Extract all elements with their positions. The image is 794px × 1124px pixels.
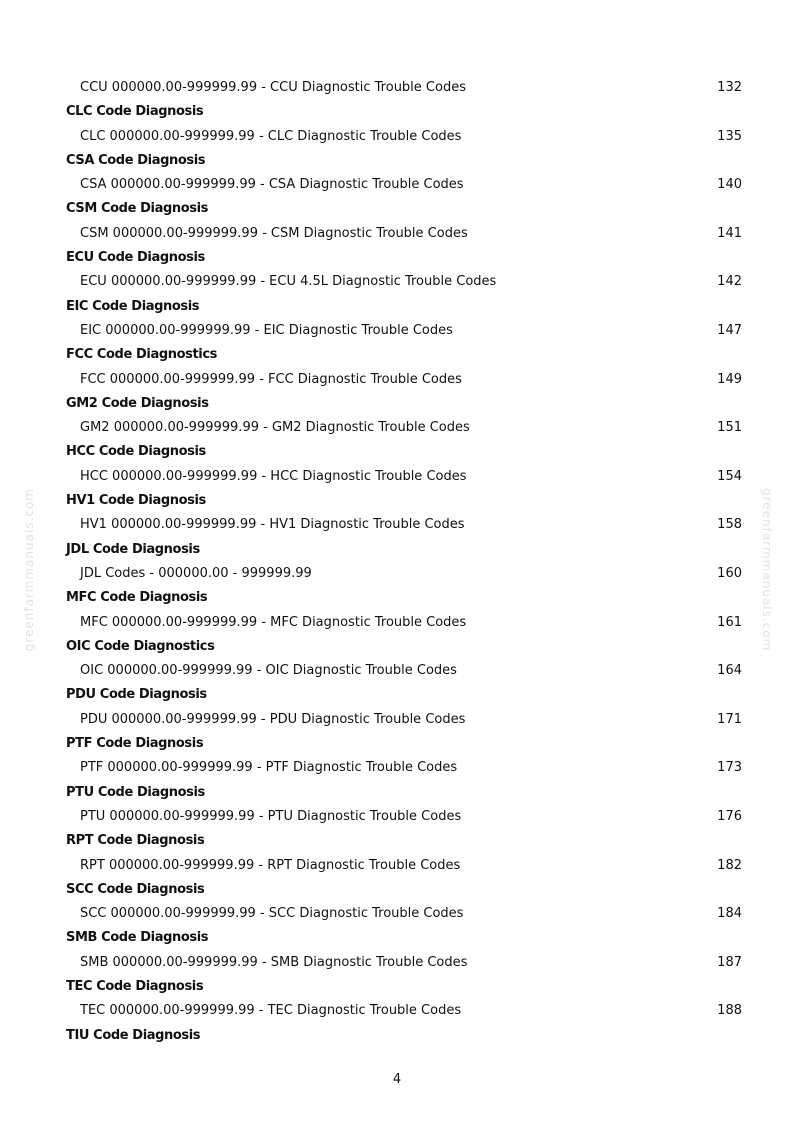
toc-entry[interactable]: [66, 465, 746, 489]
toc-entry-title: RPT 000000.00-999999.99 - RPT Diagnostic Trouble Codes: [80, 857, 461, 873]
toc-entry[interactable]: [66, 999, 746, 1023]
toc-entry[interactable]: [66, 513, 746, 537]
toc-entry[interactable]: [66, 416, 746, 440]
toc-entry[interactable]: [66, 951, 746, 975]
toc-entry-page: 142: [717, 274, 742, 290]
toc-entry-title: PTU 000000.00-999999.99 - PTU Diagnostic Trouble Codes: [80, 808, 462, 824]
watermark-left: greenfarmmanuals.com: [22, 488, 36, 652]
toc-entry[interactable]: [66, 368, 746, 392]
toc-section-heading: JDL Code Diagnosis: [66, 541, 200, 557]
toc-entry-title: SMB 000000.00-999999.99 - SMB Diagnostic Trouble Codes: [80, 954, 468, 970]
toc-entry-page: 135: [717, 128, 742, 144]
toc-entry-title: FCC 000000.00-999999.99 - FCC Diagnostic Trouble Codes: [80, 371, 462, 387]
toc-entry-page: 151: [717, 420, 742, 436]
toc-section-heading: ECU Code Diagnosis: [66, 250, 205, 266]
toc-entry-page: 141: [717, 225, 742, 241]
toc-entry-page: 132: [717, 80, 742, 95]
toc-section-heading: GM2 Code Diagnosis: [66, 395, 209, 411]
toc-section-heading: HCC Code Diagnosis: [66, 444, 206, 460]
page-number: 4: [392, 1072, 402, 1087]
toc-section-heading: PDU Code Diagnosis: [66, 687, 207, 703]
table-of-contents: [66, 76, 746, 1048]
toc-section-heading: EIC Code Diagnosis: [66, 298, 200, 314]
toc-entry-page: 149: [717, 371, 742, 387]
toc-entry-title: JDL Codes - 000000.00 - 999999.99: [80, 565, 312, 581]
toc-entry[interactable]: [66, 173, 746, 197]
toc-entry-page: 184: [717, 906, 742, 922]
toc-section-heading: TIU Code Diagnosis: [66, 1027, 201, 1043]
toc-entry-title: TEC 000000.00-999999.99 - TEC Diagnostic Trouble Codes: [80, 1003, 462, 1019]
toc-section-heading: PTF Code Diagnosis: [66, 736, 204, 752]
toc-entry[interactable]: [66, 125, 746, 149]
toc-entry-page: 164: [717, 663, 742, 679]
toc-entry-title: PTF 000000.00-999999.99 - PTF Diagnostic Trouble Codes: [80, 760, 458, 776]
toc-entry-page: 158: [717, 517, 742, 533]
toc-entry-page: 182: [717, 857, 742, 873]
toc-entry-title: CCU 000000.00-999999.99 - CCU Diagnostic Trouble Codes: [80, 80, 466, 95]
toc-section-heading: OIC Code Diagnostics: [66, 638, 215, 654]
toc-section-heading: CSA Code Diagnosis: [66, 152, 206, 168]
toc-entry-title: PDU 000000.00-999999.99 - PDU Diagnostic Trouble Codes: [80, 711, 466, 727]
toc-entry[interactable]: [66, 319, 746, 343]
toc-entry[interactable]: [66, 756, 746, 780]
toc-entry[interactable]: [66, 854, 746, 878]
toc-entry[interactable]: [66, 659, 746, 683]
toc-entry-page: 154: [717, 468, 742, 484]
toc-entry-page: 140: [717, 177, 742, 193]
toc-entry-page: 187: [717, 954, 742, 970]
toc-entry[interactable]: [66, 76, 746, 100]
toc-section-heading: SCC Code Diagnosis: [66, 881, 205, 897]
toc-entry-title: HCC 000000.00-999999.99 - HCC Diagnostic Trouble Codes: [80, 468, 467, 484]
toc-entry-title: ECU 000000.00-999999.99 - ECU 4.5L Diagnostic Trouble Codes: [80, 274, 497, 290]
toc-section-heading: HV1 Code Diagnosis: [66, 493, 206, 509]
toc-entry-page: 161: [717, 614, 742, 630]
toc-entry-page: 160: [717, 565, 742, 581]
toc-section-heading: CLC Code Diagnosis: [66, 104, 204, 120]
toc-entry[interactable]: [66, 270, 746, 294]
toc-entry[interactable]: [66, 611, 746, 635]
toc-entry-title: CSA 000000.00-999999.99 - CSA Diagnostic Trouble Codes: [80, 177, 464, 193]
toc-entry-page: 173: [717, 760, 742, 776]
toc-entry-page: 188: [717, 1003, 742, 1019]
toc-section-heading: MFC Code Diagnosis: [66, 590, 208, 606]
toc-entry-title: EIC 000000.00-999999.99 - EIC Diagnostic Trouble Codes: [80, 322, 453, 338]
toc-entry-page: 176: [717, 808, 742, 824]
toc-section-heading: CSM Code Diagnosis: [66, 201, 208, 217]
toc-entry-title: CSM 000000.00-999999.99 - CSM Diagnostic Trouble Codes: [80, 225, 468, 241]
toc-entry-title: HV1 000000.00-999999.99 - HV1 Diagnostic Trouble Codes: [80, 517, 465, 533]
toc-section-heading: RPT Code Diagnosis: [66, 833, 205, 849]
toc-section-heading: SMB Code Diagnosis: [66, 930, 209, 946]
toc-entry-title: CLC 000000.00-999999.99 - CLC Diagnostic Trouble Codes: [80, 128, 462, 144]
toc-section-heading: TEC Code Diagnosis: [66, 978, 204, 994]
toc-entry-title: SCC 000000.00-999999.99 - SCC Diagnostic Trouble Codes: [80, 906, 464, 922]
toc-entry-page: 147: [717, 322, 742, 338]
toc-entry-page: 171: [717, 711, 742, 727]
toc-entry[interactable]: [66, 805, 746, 829]
toc-entry-title: GM2 000000.00-999999.99 - GM2 Diagnostic Trouble Codes: [80, 420, 470, 436]
toc-section-heading: FCC Code Diagnostics: [66, 347, 217, 363]
toc-entry[interactable]: [66, 708, 746, 732]
toc-section-heading: PTU Code Diagnosis: [66, 784, 205, 800]
toc-entry-title: OIC 000000.00-999999.99 - OIC Diagnostic Trouble Codes: [80, 663, 457, 679]
toc-entry[interactable]: [66, 562, 746, 586]
toc-entry-title: MFC 000000.00-999999.99 - MFC Diagnostic Trouble Codes: [80, 614, 467, 630]
watermark-right: greenfarmmanuals.com: [760, 488, 774, 652]
toc-entry[interactable]: [66, 902, 746, 926]
toc-entry[interactable]: [66, 222, 746, 246]
